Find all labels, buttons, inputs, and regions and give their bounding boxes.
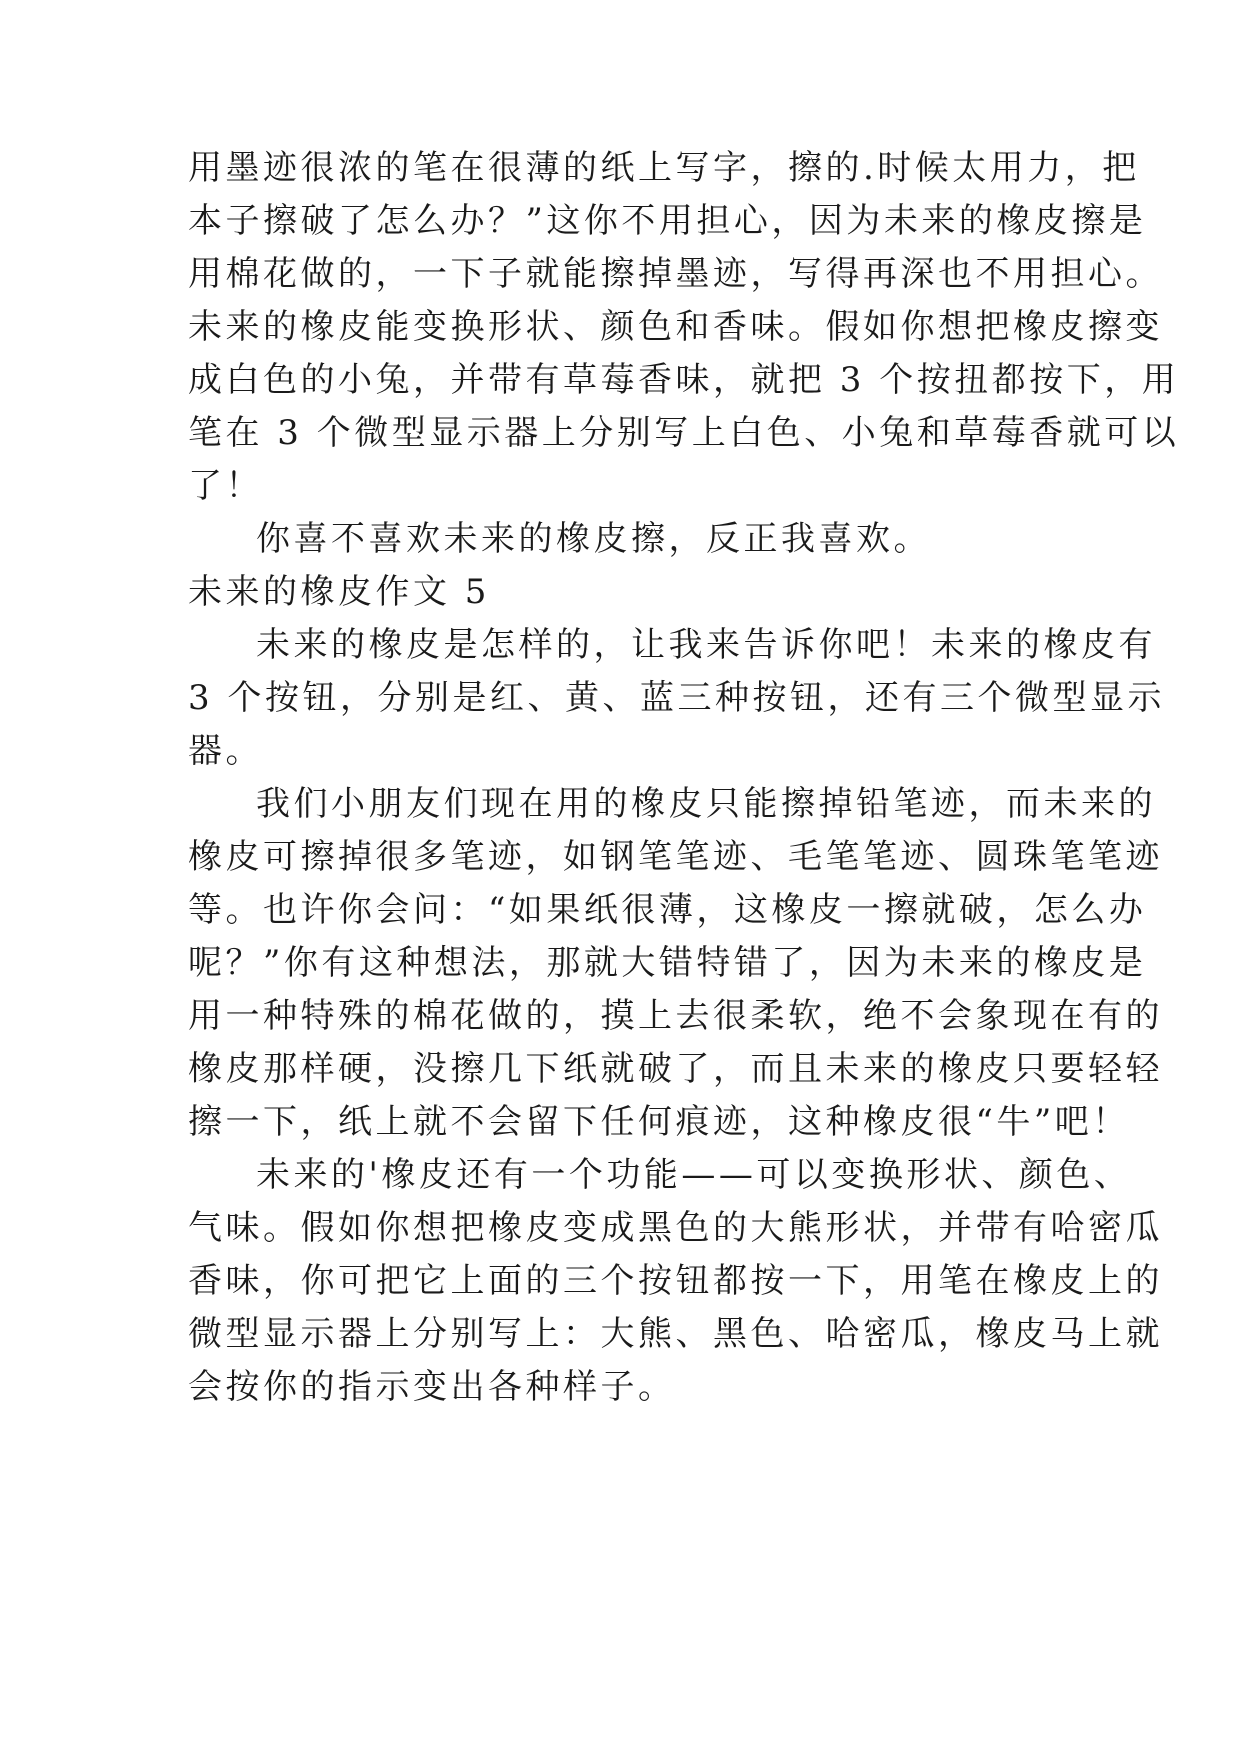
text-line: 气味。假如你想把橡皮变成黑色的大熊形状，并带有哈密瓜 xyxy=(188,1208,1163,1248)
section-heading: 未来的橡皮作文 5 xyxy=(188,572,490,612)
text-line: 等。也许你会问：“如果纸很薄，这橡皮一擦就破，怎么办 xyxy=(188,890,1147,930)
text-line: 未来的橡皮能变换形状、颜色和香味。假如你想把橡皮擦变 xyxy=(188,307,1163,347)
text-line: 笔在 3 个微型显示器上分别写上白色、小兔和草莓香就可以 xyxy=(188,413,1180,453)
text-line: 微型显示器上分别写上：大熊、黑色、哈密瓜，橡皮马上就 xyxy=(188,1314,1163,1354)
text-line: 呢？”你有这种想法，那就大错特错了，因为未来的橡皮是 xyxy=(188,943,1147,983)
text-line: 用墨迹很浓的笔在很薄的纸上写字，擦的.时候太用力，把 xyxy=(188,148,1140,188)
text-line: 未来的'橡皮还有一个功能——可以变换形状、颜色、 xyxy=(256,1155,1132,1195)
text-line: 3 个按钮，分别是红、黄、蓝三种按钮，还有三个微型显示 xyxy=(188,678,1165,718)
text-line: 香味，你可把它上面的三个按钮都按一下，用笔在橡皮上的 xyxy=(188,1261,1163,1301)
text-line: 器。 xyxy=(188,731,263,771)
text-line: 擦一下，纸上就不会留下任何痕迹，这种橡皮很“牛”吧！ xyxy=(188,1102,1130,1142)
text-line: 橡皮可擦掉很多笔迹，如钢笔笔迹、毛笔笔迹、圆珠笔笔迹 xyxy=(188,837,1163,877)
text-line: 用棉花做的，一下子就能擦掉墨迹，写得再深也不用担心。 xyxy=(188,254,1163,294)
text-line: 你喜不喜欢未来的橡皮擦，反正我喜欢。 xyxy=(256,519,931,559)
text-line: 成白色的小兔，并带有草莓香味，就把 3 个按扭都按下，用 xyxy=(188,360,1180,400)
text-line: 未来的橡皮是怎样的，让我来告诉你吧！未来的橡皮有 xyxy=(256,625,1156,665)
text-line: 会按你的指示变出各种样子。 xyxy=(188,1367,676,1407)
text-line: 了！ xyxy=(188,466,263,506)
text-line: 用一种特殊的棉花做的，摸上去很柔软，绝不会象现在有的 xyxy=(188,996,1163,1036)
text-line: 橡皮那样硬，没擦几下纸就破了，而且未来的橡皮只要轻轻 xyxy=(188,1049,1163,1089)
text-line: 本子擦破了怎么办？”这你不用担心，因为未来的橡皮擦是 xyxy=(188,201,1147,241)
text-line: 我们小朋友们现在用的橡皮只能擦掉铅笔迹，而未来的 xyxy=(256,784,1156,824)
